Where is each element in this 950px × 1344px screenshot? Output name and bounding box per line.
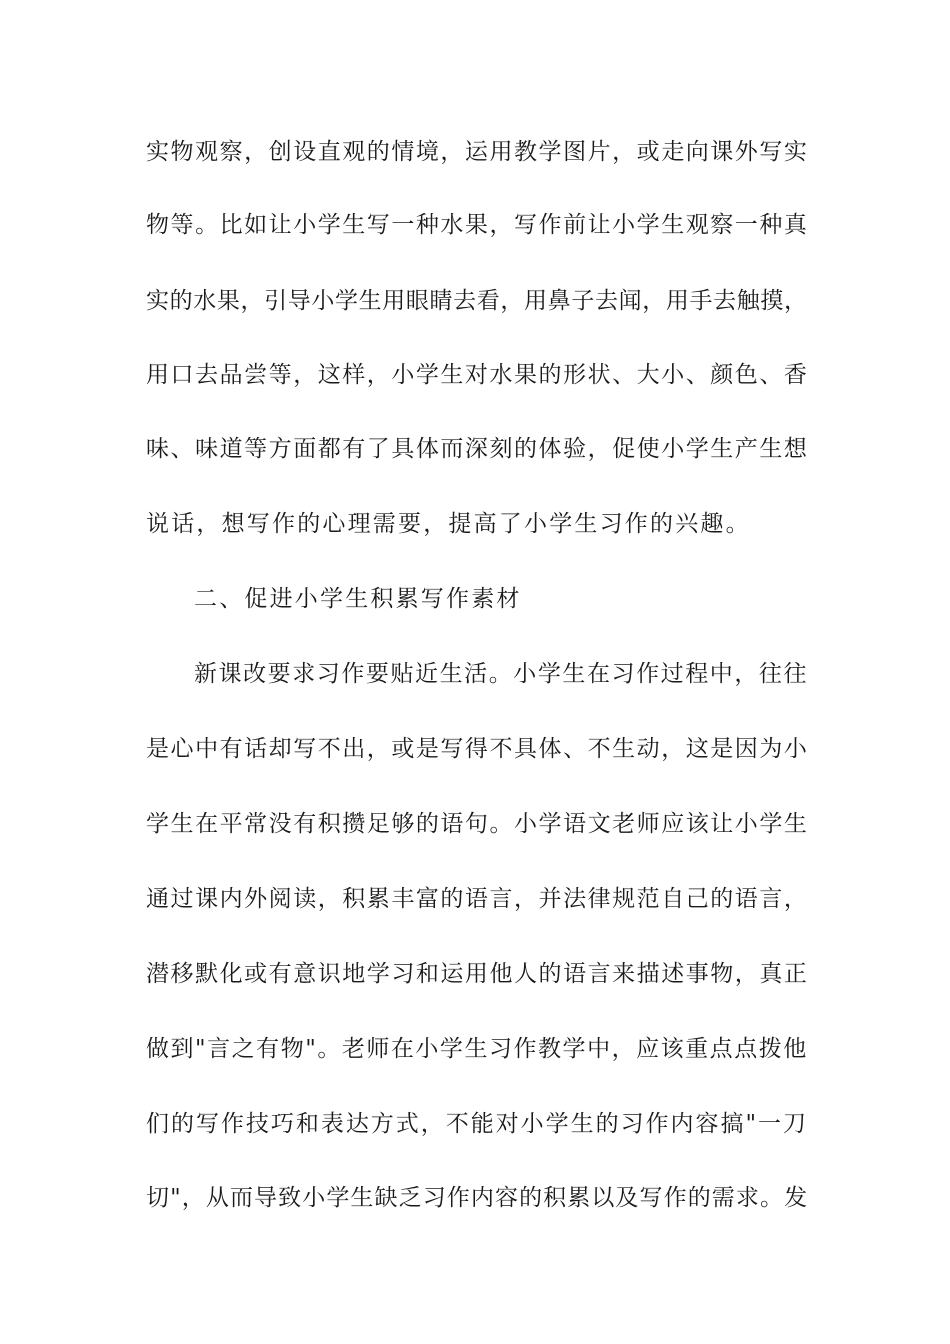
body-text-line: 切"，从而导致小学生缺乏习作内容的积累以及写作的需求。发 [146, 1185, 809, 1211]
body-text-line: 物等。比如让小学生写一种水果，写作前让小学生观察一种真 [146, 212, 809, 238]
body-text-line: 说话，想写作的心理需要，提高了小学生习作的兴趣。 [146, 511, 751, 537]
body-text-line: 通过课内外阅读，积累丰富的语言，并法律规范自己的语言， [146, 886, 809, 912]
body-text-line: 味、味道等方面都有了具体而深刻的体验，促使小学生产生想 [146, 436, 809, 462]
section-heading: 二、促进小学生积累写作素材 [194, 586, 522, 612]
body-text-line: 实的水果，引导小学生用眼睛去看，用鼻子去闻，用手去触摸， [146, 288, 808, 314]
body-text-line: 实物观察，创设直观的情境，运用教学图片，或走向课外写实 [146, 139, 809, 165]
body-text-line: 新课改要求习作要贴近生活。小学生在习作过程中，往往 [194, 661, 808, 687]
body-text-line: 是心中有话却写不出，或是写得不具体、不生动，这是因为小 [146, 736, 809, 762]
body-text-line: 们的写作技巧和表达方式，不能对小学生的习作内容搞"一刀 [146, 1111, 808, 1137]
body-text-line: 做到"言之有物"。老师在小学生习作教学中，应该重点点拨他 [146, 1036, 808, 1062]
body-text-line: 用口去品尝等，这样，小学生对水果的形状、大小、颜色、香 [146, 362, 809, 388]
body-text-line: 潜移默化或有意识地学习和运用他人的语言来描述事物，真正 [146, 961, 809, 987]
body-text-line: 学生在平常没有积攒足够的语句。小学语文老师应该让小学生 [146, 811, 809, 837]
